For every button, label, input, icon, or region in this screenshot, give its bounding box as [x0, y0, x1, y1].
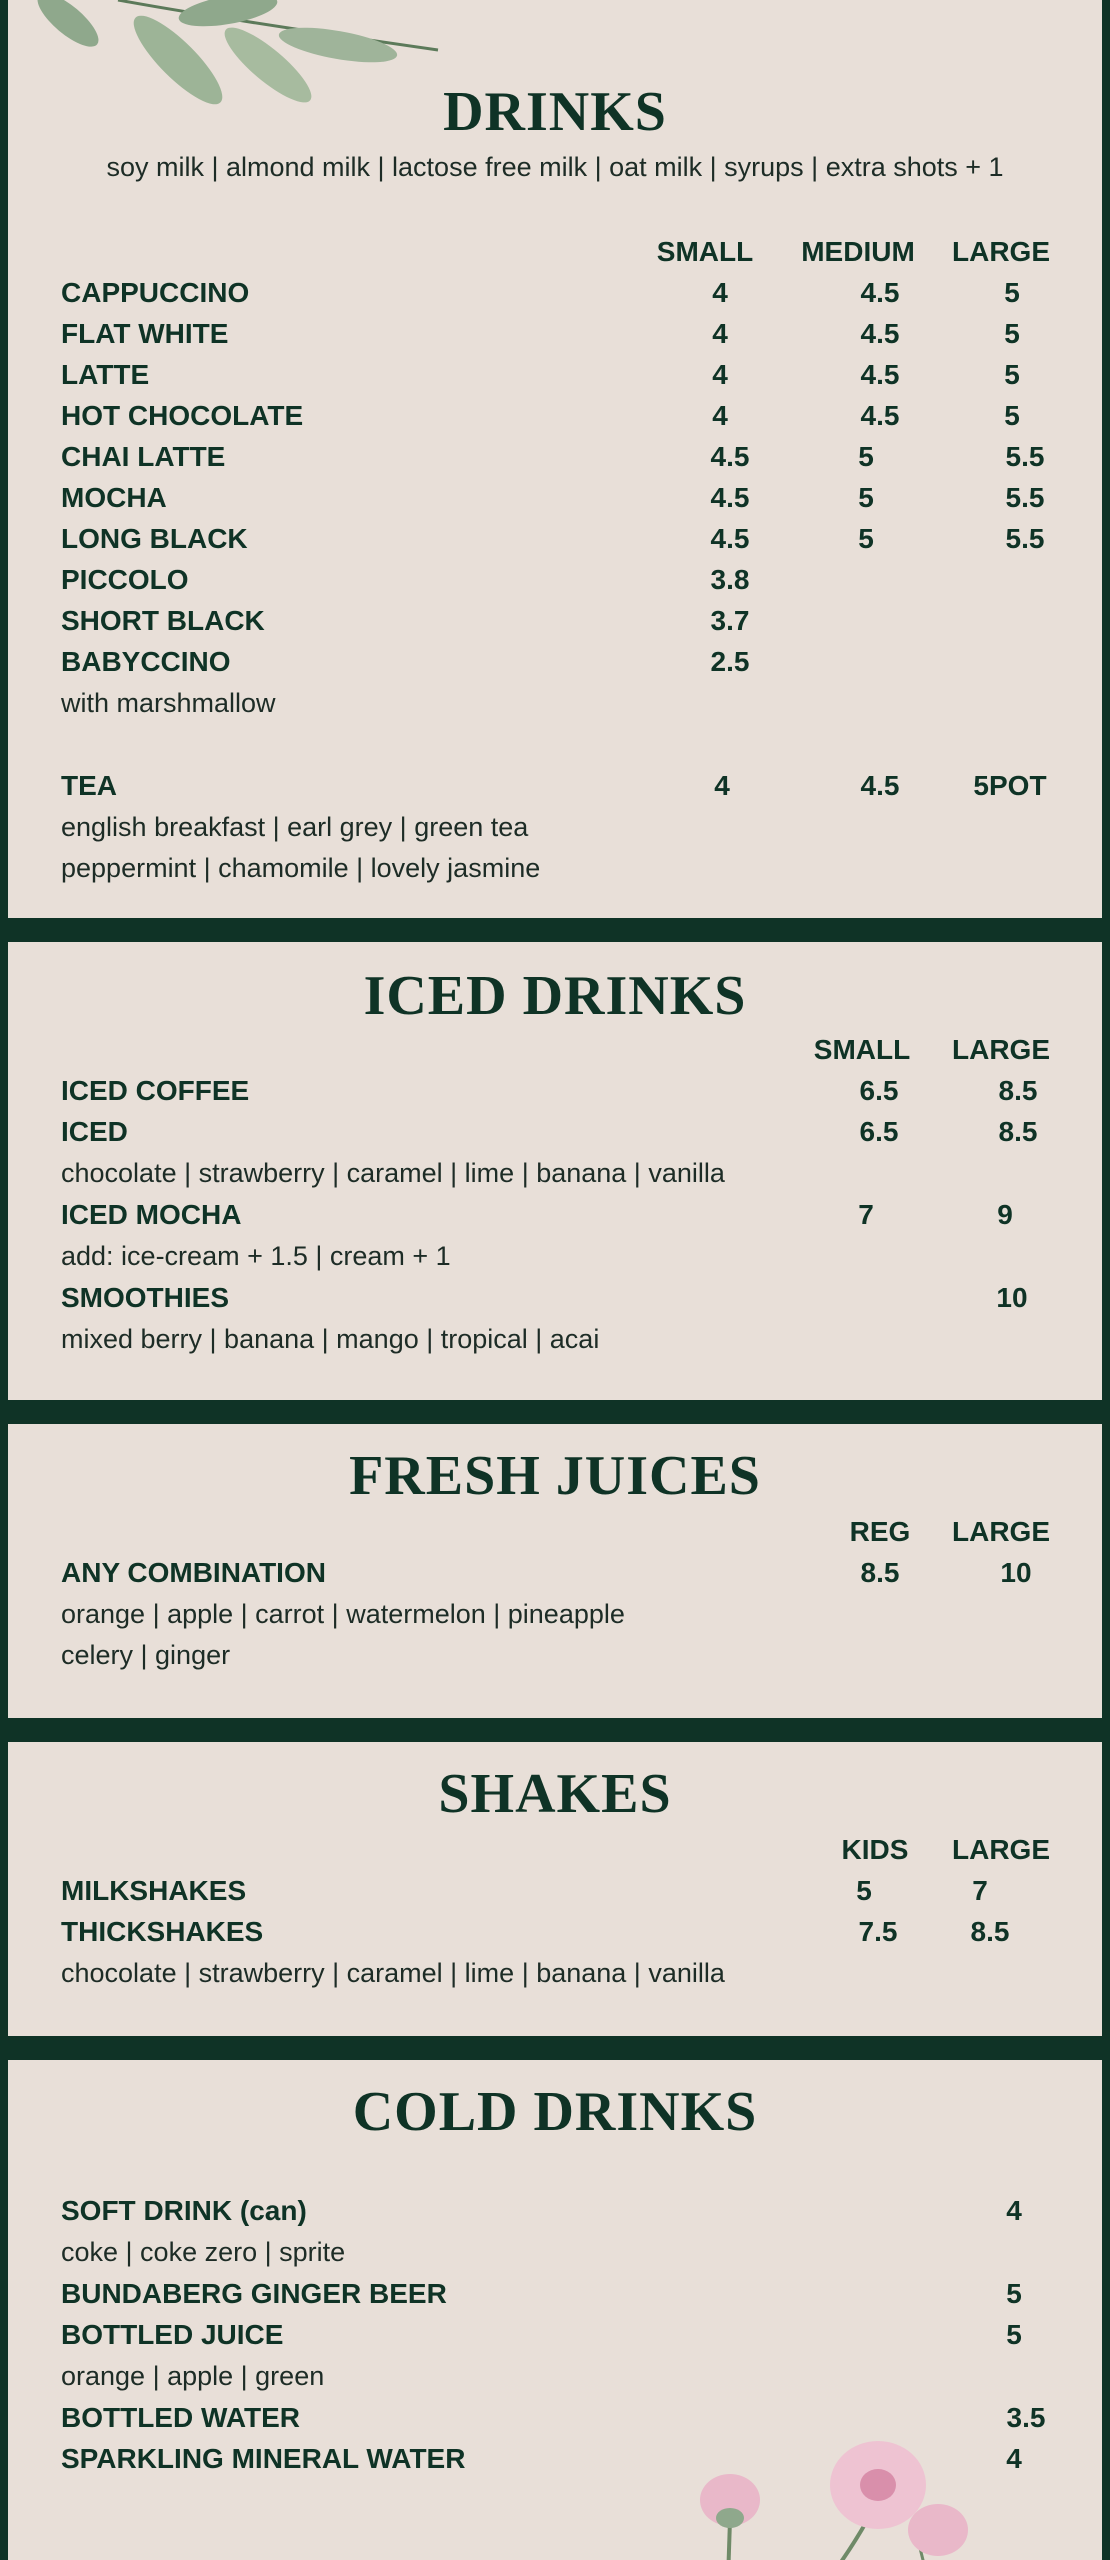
item-name: TEA — [61, 770, 117, 801]
juice-options: orange | apple | green — [61, 2361, 325, 2391]
item-name: SHORT BLACK — [61, 605, 265, 636]
flower-decoration — [668, 2430, 988, 2560]
price: 4 — [1006, 2443, 1022, 2474]
iced-addons: add: ice-cream + 1.5 | cream + 1 — [61, 1241, 451, 1271]
item-name: CHAI LATTE — [61, 441, 226, 472]
shake-flavours: chocolate | strawberry | caramel | lime | banana | vanilla — [61, 1958, 725, 1988]
price-large: 5 — [1004, 318, 1020, 349]
price-large: 9 — [997, 1199, 1013, 1230]
item-name: MOCHA — [61, 482, 167, 513]
price-small: 2.5 — [710, 646, 750, 677]
item-name: LONG BLACK — [61, 523, 248, 554]
price-large: 10 — [996, 1282, 1028, 1313]
item-name: ANY COMBINATION — [61, 1557, 326, 1588]
price-small: 6.5 — [859, 1116, 899, 1147]
price-small: 4 — [712, 359, 728, 390]
item-name: PICCOLO — [61, 564, 189, 595]
price-kids: 5 — [856, 1875, 872, 1906]
iced-drinks-title: ICED DRINKS — [363, 965, 747, 1027]
price-medium: 4.5 — [860, 318, 900, 349]
size-large-header: LARGE — [952, 236, 1050, 267]
price: 3.5 — [1006, 2402, 1046, 2433]
fresh-juices-title: FRESH JUICES — [349, 1445, 761, 1507]
price-small: 4.5 — [710, 523, 750, 554]
price-large: 5.5 — [1005, 523, 1045, 554]
soft-drink-options: coke | coke zero | sprite — [61, 2237, 346, 2267]
price-reg: 8.5 — [860, 1557, 900, 1588]
fresh-juices-panel — [8, 1424, 1102, 1718]
price-large: 8.5 — [998, 1075, 1038, 1106]
price-small: 4 — [714, 770, 730, 801]
item-name: FLAT WHITE — [61, 318, 229, 349]
item-name: THICKSHAKES — [61, 1916, 264, 1947]
tea-varieties: english breakfast | earl grey | green tea — [61, 812, 529, 842]
price-kids: 7.5 — [858, 1916, 898, 1947]
size-kids-header: KIDS — [841, 1834, 909, 1865]
price-large: 5.5 — [1005, 482, 1045, 513]
price-large: 5 — [1004, 277, 1020, 308]
price-small: 4 — [712, 400, 728, 431]
price-small: 3.8 — [710, 564, 750, 595]
price: 5 — [1006, 2278, 1022, 2309]
price-small: 4.5 — [710, 441, 750, 472]
price-large: 7 — [972, 1875, 988, 1906]
item-name: BUNDABERG GINGER BEER — [61, 2278, 447, 2309]
juice-fruits: orange | apple | carrot | watermelon | pineapple — [61, 1599, 625, 1629]
price-small: 6.5 — [859, 1075, 899, 1106]
price-large: 5POT — [973, 770, 1047, 801]
price-large: 5 — [1004, 359, 1020, 390]
price-medium: 4.5 — [860, 277, 900, 308]
price-large: 8.5 — [998, 1116, 1038, 1147]
price-medium: 5 — [858, 441, 874, 472]
drinks-panel — [8, 0, 1102, 918]
iced-drinks-panel — [8, 942, 1102, 1400]
price: 5 — [1006, 2319, 1022, 2350]
size-large-header: LARGE — [952, 1516, 1050, 1547]
milk-options: soy milk | almond milk | lactose free milk | oat milk | syrups | extra shots + 1 — [106, 152, 1004, 182]
babyccino-note: with marshmallow — [61, 688, 276, 718]
price-large: 5 — [1004, 400, 1020, 431]
cold-drinks-title: COLD DRINKS — [352, 2081, 758, 2143]
item-name: BOTTLED WATER — [61, 2402, 301, 2433]
price-large: 8.5 — [970, 1916, 1010, 1947]
size-small-header: SMALL — [813, 1034, 911, 1065]
cold-drinks-panel — [8, 2060, 1102, 2560]
item-name: SOFT DRINK (can) — [61, 2195, 307, 2226]
price-small: 3.7 — [710, 605, 750, 636]
price-medium: 5 — [858, 482, 874, 513]
juice-fruits: celery | ginger — [61, 1640, 231, 1670]
item-name: HOT CHOCOLATE — [61, 400, 304, 431]
item-name: BOTTLED JUICE — [61, 2319, 284, 2350]
size-large-header: LARGE — [952, 1034, 1050, 1065]
drinks-title: DRINKS — [443, 81, 667, 143]
item-name: ICED MOCHA — [61, 1199, 242, 1230]
price-small: 4.5 — [710, 482, 750, 513]
size-medium-header: MEDIUM — [801, 236, 915, 267]
price-medium: 4.5 — [860, 359, 900, 390]
shakes-title: SHAKES — [438, 1763, 672, 1825]
price-large: 5.5 — [1005, 441, 1045, 472]
item-name: BABYCCINO — [61, 646, 231, 677]
size-large-header: LARGE — [952, 1834, 1050, 1865]
price-medium: 4.5 — [860, 400, 900, 431]
size-reg-header: REG — [849, 1516, 911, 1547]
price-medium: 5 — [858, 523, 874, 554]
price: 4 — [1006, 2195, 1022, 2226]
price-small: 4 — [712, 318, 728, 349]
item-name: CAPPUCCINO — [61, 277, 250, 308]
tea-varieties: peppermint | chamomile | lovely jasmine — [61, 853, 541, 883]
price-small: 4 — [712, 277, 728, 308]
iced-flavours: chocolate | strawberry | caramel | lime | banana | vanilla — [61, 1158, 725, 1188]
item-name: SMOOTHIES — [61, 1282, 230, 1313]
shakes-panel — [8, 1742, 1102, 2036]
item-name: ICED COFFEE — [61, 1075, 250, 1106]
price-medium: 4.5 — [860, 770, 900, 801]
item-name: LATTE — [61, 359, 150, 390]
smoothie-flavours: mixed berry | banana | mango | tropical | acai — [61, 1324, 600, 1354]
item-name: ICED — [61, 1116, 128, 1147]
item-name: SPARKLING MINERAL WATER — [61, 2443, 466, 2474]
size-small-header: SMALL — [656, 236, 754, 267]
price-large: 10 — [1000, 1557, 1032, 1588]
item-name: MILKSHAKES — [61, 1875, 247, 1906]
price-small: 7 — [858, 1199, 874, 1230]
